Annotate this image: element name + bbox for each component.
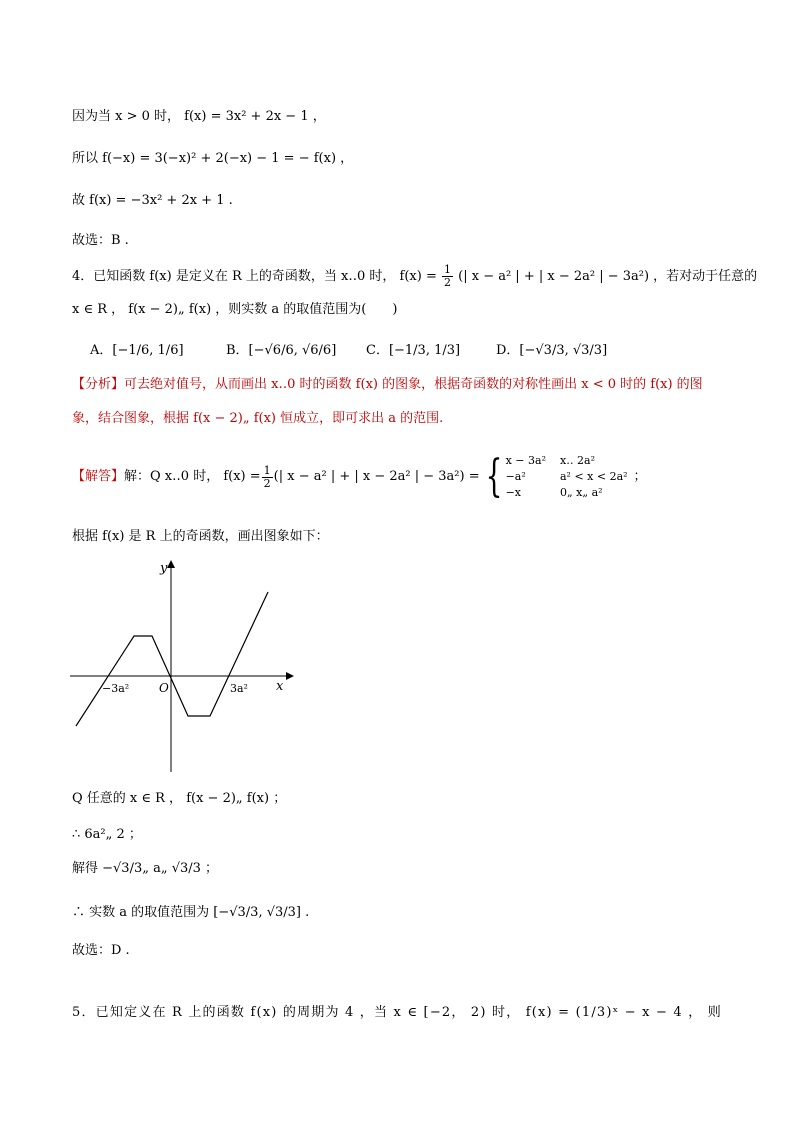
q4-option-b: B．[−√6/6, √6/6] [226,343,337,358]
after-line-2: ∴ 6a²„ 2 ； [72,827,142,842]
q4-solution-line [72,448,647,506]
after-line-1: Q 任意的 x ∈ R ， f(x − 2)„ f(x) ； [72,791,287,806]
line-3: 故 f(x) = −3x² + 2x + 1 . [72,193,233,208]
q4-option-a: A．[−1/6, 1/6] [90,343,184,358]
case-3-expr: −x [505,486,522,499]
q4-option-c: C．[−1/3, 1/3] [366,343,461,358]
q4-stem-fraction-num: 1 [444,263,451,276]
q5-stem: 5．已知定义在 R 上的函数 f(x) 的周期为 4 ，当 x ∈ [−2， 2) 时， f(x) = (1/3)ˣ − x − 4 ， 则 [72,1005,722,1020]
case-1-expr: x − 3a² [505,454,546,467]
case-3-cond: 0„ x„ a² [559,486,603,499]
q4-stem-fraction [442,264,453,289]
line-2: 所以 f(−x) = 3(−x)² + 2(−x) − 1 = − f(x) ， [72,151,354,166]
solution-b: (| x − a² | + | x − 2a² | − 3a²) = [273,469,480,484]
case-2-expr: −a² [505,470,526,483]
after-line-3: 解得 −√3/3„ a„ √3/3 ； [72,861,219,876]
analysis-text-1: 可去绝对值号，从而画出 x‥0 时的函数 f(x) 的图象，根据奇函数的对称性画出 x < 0 时的 f(x) 的图 [124,377,703,392]
x-axis-label: x [276,679,284,694]
solution-fraction [262,465,273,490]
right-zero-label: 3a² [230,682,248,695]
case-2-cond: a² < x < 2a² [559,470,628,483]
solution-a: 解：Q x‥0 时， f(x) = [124,469,261,484]
function-graph [68,558,308,778]
q4-analysis-line-1 [72,376,703,394]
solution-end: ； [633,469,647,484]
q4-analysis-line-2: 象，结合图象，根据 f(x − 2)„ f(x) 恒成立，即可求出 a 的范围. [72,411,444,426]
after-line-5: 故选：D . [72,943,130,958]
left-zero-label: −3a² [102,682,130,695]
q4-stem-a: 4．已知函数 f(x) 是定义在 R 上的奇函数，当 x‥0 时， f(x) = [72,269,437,284]
origin-label: O [159,681,169,695]
piecewise-function [480,453,628,501]
piecewise-brace: { [485,451,502,502]
solution-fraction-num: 1 [263,463,271,477]
y-axis-label: y [160,561,168,576]
odd-function-curve [76,592,268,726]
solution-tag: 【解答】 [72,469,125,484]
solution-fraction-den: 2 [263,476,271,490]
q4-stem-line-1 [72,264,757,289]
case-1-cond: x‥ 2a² [559,454,595,467]
q4-stem-fraction-den: 2 [444,276,451,289]
q4-option-d: D．[−√3/3, √3/3] [496,343,608,358]
line-1: 因为当 x > 0 时， f(x) = 3x² + 2x − 1 ， [72,109,326,124]
graph-intro: 根据 f(x) 是 R 上的奇函数，画出图象如下： [72,529,329,544]
q4-stem-line-2: x ∈ R ， f(x − 2)„ f(x) ，则实数 a 的取值范围为( ) [72,302,398,317]
line-4: 故选：B . [72,233,129,248]
piecewise-cases [506,453,628,501]
analysis-tag: 【分析】 [72,377,125,392]
q4-stem-b: (| x − a² | + | x − 2a² | − 3a²) ，若对动于任意的 [458,269,758,284]
after-line-4: ∴ 实数 a 的取值范围为 [−√3/3, √3/3] . [72,905,310,920]
